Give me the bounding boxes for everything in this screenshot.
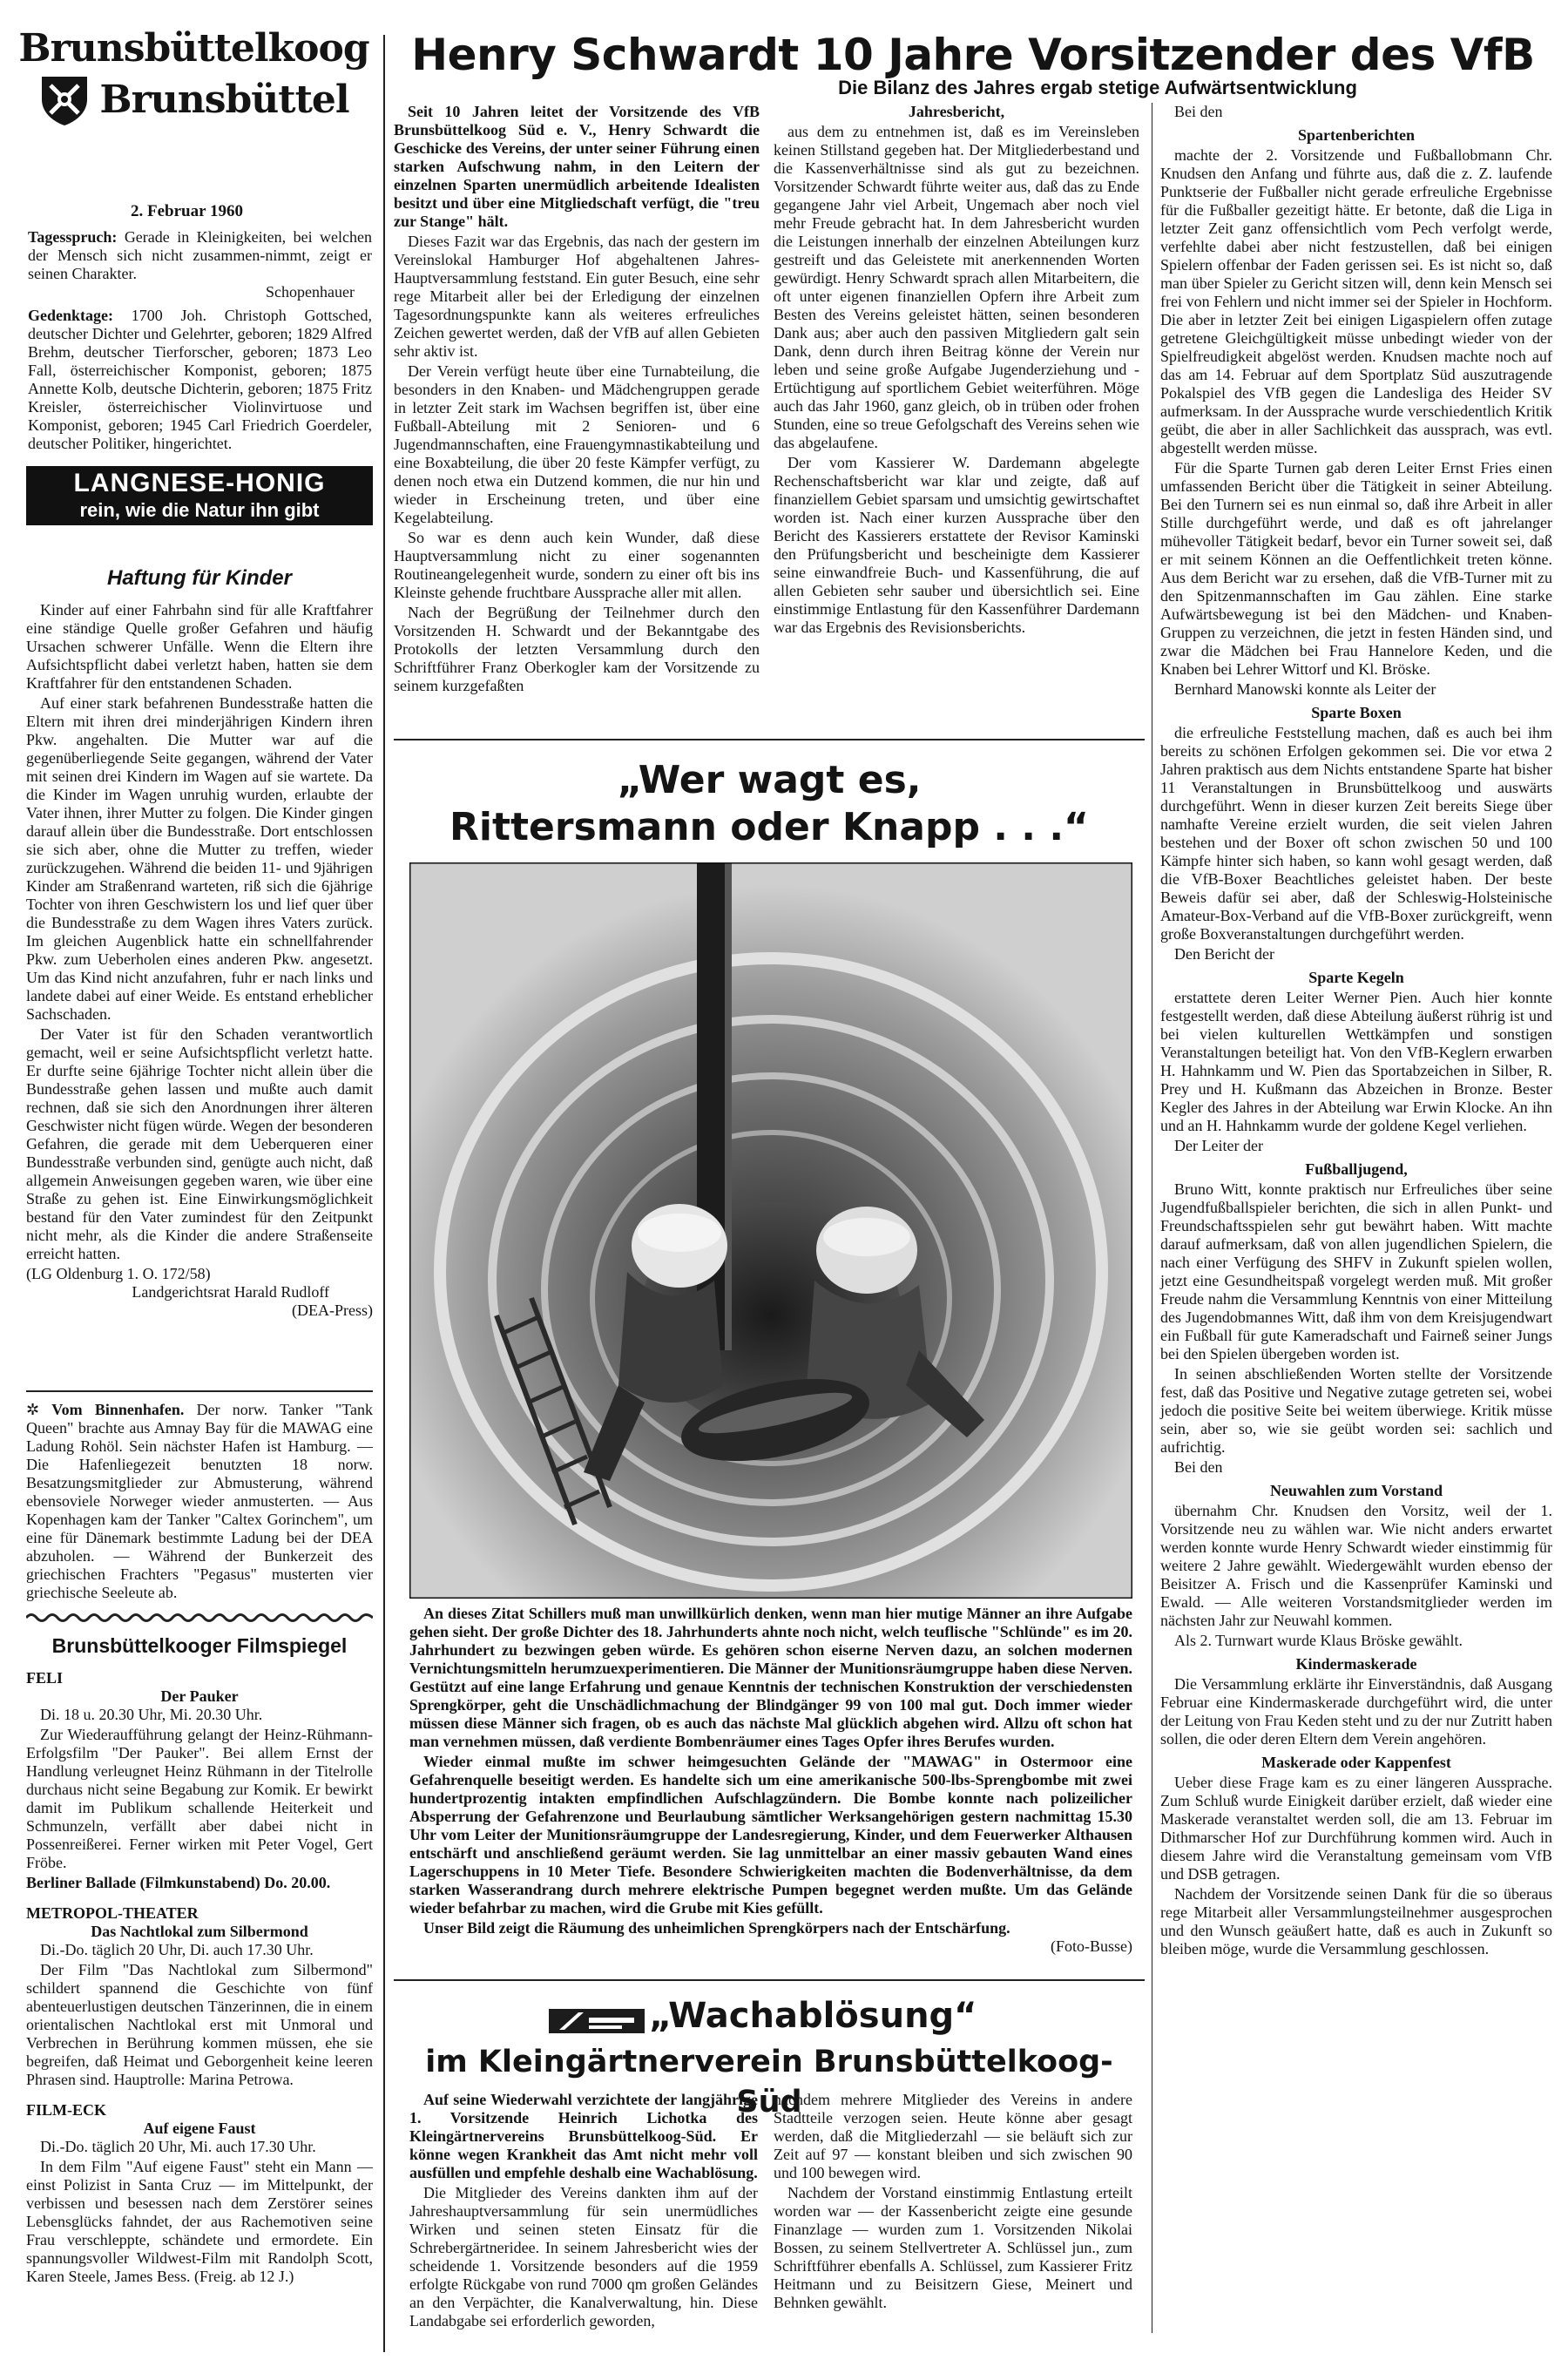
masthead-line2: Brunsbüttel — [99, 78, 349, 122]
wach-headline-l2: im Kleingärtnerverein Brunsbüttelkoog-Süd — [425, 2045, 1113, 2120]
photo-caption — [409, 1605, 1132, 1956]
main-headline: Henry Schwardt 10 Jahre Vorsitzender des VfB — [411, 30, 1535, 80]
kindermaskerade-head: Kindermaskerade — [1295, 1655, 1417, 1673]
sparte-boxen-head: Sparte Boxen — [1311, 704, 1402, 721]
gedenktage-text: 1700 Joh. Christoph Gottsched, deutscher Dichter und Gelehrter, geboren; 1829 Alfred Brehm, deutscher Tierforscher, geboren; 1873 Leo Fall, österreichischer Komponist, geboren; 1875 Annette Kolb, deutsche Dichterin, geboren; 1875 Fritz Kreisler, österreichischer Violinvirtuose und Komponist, geboren; 1945 Carl Friedrich Goerdeler, deutscher Politiker, hingerichtet. — [28, 307, 372, 452]
masthead — [17, 26, 370, 192]
neuwahlen-head: Neuwahlen zum Vorstand — [1269, 1482, 1443, 1499]
wach-col1-lead: Auf seine Wiederwahl verzichtete der langjährige 1. Vorsitzende Heinrich Lichotka des Kleingärtnervereins Brunsbüttelkoog-Süd. Er könne wegen Krankheit das Amt nicht mehr voll ausfüllen und empfehle deshalb eine Wachablösung. — [409, 2091, 758, 2181]
col3-p11: übernahm Chr. Knudsen den Vorsitz, weil der 1. Vorsitzende neu zu wählen war. Wie nicht anders erwartet werden konnte wurde Henry Schwardt wieder einstimmig für weitere 2 Jahre gewählt. Wiedergewählt wurden ebenso der Beisitzer A. Frisch und die Kassenprüfer Kaminski und Ewald. — Alle weiteren Vorstandsmitglieder werden im nächsten Jahr zur Neuwahl kommen. — [1160, 1502, 1552, 1629]
fussballjugend-head: Fußballjugend, — [1305, 1160, 1408, 1178]
col3-p7: Der Leiter der — [1174, 1137, 1263, 1154]
col3-p6: erstattete deren Leiter Werner Pien. Auch hier konnte festgestellt werden, daß diese Abteilung äußerst rührig ist und bei vielen kulturellen Wettkämpfen und sonstigen Veranstaltungen beteiligt hat. Von den VfB-Keglern erwarben H. Hahnkamm und W. Pien das Sportabzeichen in Silber, R. Prey und H. Kußmann das Abzeichen in Bronze. Bester Kegler des Jahres in der Abteilung war Erwin Klocke. An ihn und an H. Hahnkamm wurde der goldene Kegel verliehen. — [1160, 989, 1552, 1134]
wach-headline-l1: „Wachablösung“ — [649, 1996, 977, 2036]
ad-line2: rein, wie die Natur ihn gibt — [79, 499, 320, 521]
col3-p14: Ueber diese Frage kam es zu einer längeren Aussprache. Zum Schluß wurde Einigkeit darüber erzielt, daß wieder eine Maskerade veranstaltet werden soll, die am 13. Februar im Dithmarscher Hof zur Durchführung kommen wird. Auch in diesem Jahre wird die Veranstaltung gemeinsam vom VfB und DSB getragen. — [1160, 1774, 1552, 1883]
filmeck-times: Di.-Do. täglich 20 Uhr, Mi. auch 17.30 Uhr. — [40, 2138, 316, 2155]
metropol-times: Di.-Do. täglich 20 Uhr, Di. auch 17.30 Uhr. — [40, 1941, 314, 1958]
col3-p2: Für die Sparte Turnen gab deren Leiter Ernst Fries einen umfassenden Bericht über die Tätigkeit in seiner Abteilung. Bei den Turnern sei es nun einmal so, daß ihre Arbeit in aller Stille durchgeführt werde, und daß es oft jahrelanger mühevoller Tätigkeit bedarf, bevor ein Turner soweit sei, daß er mit seinem Können an die Oeffentlichkeit treten könne. Aus dem Bericht war zu ersehen, daß die VfB-Turner mit zu den Spitzenmannschaften im Gau zählen. Eine starke Aufwärtsbewegung ist bei den Mädchen- und Knaben-Gruppen zu verzeichnen, die jetzt in festen Händen sind, und zwar die Mädchen bei Frau Hannelore Keden, und die Knaben bei Lehrer Wittorf und Kl. Bröske. — [1160, 459, 1552, 678]
sparte-kegeln-head: Sparte Kegeln — [1308, 969, 1404, 986]
fountain-pen-icon — [549, 2004, 645, 2039]
jahresbericht-head: Jahresbericht, — [908, 103, 1005, 120]
wach-col1 — [409, 2091, 758, 2332]
metropol-text: Der Film "Das Nachtlokal zum Silbermond" schildert spannend die Geschichte von fünf abenteuerlustigen deutschen Tänzerinnen, die in einem orientalischen Nachtlokal erst mit Unmoral und Verbrechen in Berührung kommen müssen, ehe sie begreifen, daß Heimat und Geborgenheit keine leeren Phrasen sind. Hauptrolle: Marina Petrowa. — [26, 1961, 373, 2088]
haftung-p1: Kinder auf einer Fahrbahn sind für alle Kraftfahrer eine ständige Quelle großer Gefahren und häufig Ursachen schwerer Unfälle. Wenn die Eltern ihre Aufsichtspflicht dabei verletzt haben, hatten sie dem Kraftfahrer für den entstandenen Schaden. — [26, 601, 373, 692]
left-column — [28, 228, 372, 453]
col3-p1: machte der 2. Vorsitzende und Fußballobmann Chr. Knudsen den Anfang und führte aus, daß die z. Z. laufende Punktserie der Fußballer nicht gerade erfreuliche Ergebnisse für die Fußballer gezeitigt hätte. Er betonte, daß die Liga in letzter Zeit ganz offensichtlich vom Pech verfolgt werde, verfehlte dabei aber nicht festzustellen, daß bei einigen Spielern offenbar der Faden gerissen sei. Es ist nicht so, daß man über Spieler zu Gericht sitzen will, denn kein Mensch sei frei von Fehlern und nicht immer sei der Spieler in Hochform. Die aber in letzter Zeit bei einigen Ligaspielern offen zutage getretene Gleichgültigkeit müsse unbedingt wieder von der Spielfreudigkeit abgelöst werden. Knudsen machte noch auf das am 14. Februar auf dem Sportplatz Süd auszutragende Pokalspiel des VfB gegen die Landesliga des Heider SV aufmerksam. In der Aussprache wurde verschiedentlich Kritik geübt, die aber in aller Sachlichkeit das aussprach, was evtl. abgestellt werden müsse. — [1160, 146, 1552, 456]
binnenhafen — [26, 1401, 373, 1604]
gedenktage-label: Gedenktage: — [28, 307, 113, 324]
haftung-p2: Auf einer stark befahrenen Bundesstraße hatten die Eltern mit ihren drei minderjährigen Kindern ihren Pkw. angehalten. Die Mutter war auf die gegenüberliegende Seite gegangen, während der Vater mit seinen drei Kindern im Wagen auf sie wartete. Da die Kinder im Wagen unruhig wurden, erlaubte der Vater ihnen, ihrer Mutter zu folgen. Die Kinder gingen darauf allein über die Bundesstraße. Dort entschlossen sie sich aber, ohne die Mutter zu treffen, wieder zurückzugehen. Während die beiden 11- und 9jährigen Kinder am Straßenrand warteten, riß sich die 6jährige Tochter von ihren Geschwistern los und lief quer über die Bundesstraße zu dem Wagen ihres Vaters zurück. Im gleichen Augenblick hatte ein schnellfahrender Pkw. zum Ueberholen eines anderen Pkw. angesetzt. Um das Kind nicht anzufahren, fuhr er nach links und landete dabei auf einer Weide. Es entstand erheblicher Sachschaden. — [26, 694, 373, 1023]
col3-p12: Als 2. Turnwart wurde Klaus Bröske gewählt. — [1174, 1632, 1463, 1649]
haftung-author: Landgerichtsrat Harald Rudloff — [132, 1283, 329, 1301]
filmeck-name: FILM-ECK — [26, 2101, 106, 2119]
tagesspruch-text: Gerade in Kleinigkeiten, bei welchen der Mensch sich nicht zusammen-nimmt, zeigt er seinen Charakter. — [28, 228, 372, 282]
feli-extra: Berliner Ballade (Filmkunstabend) Do. 20.00. — [26, 1874, 331, 1891]
feli-text: Zur Wiederaufführung gelangt der Heinz-Rühmann-Erfolgsfilm "Der Pauker". Bei allem Ernst der Handlung verleugnet Heinz Rühmann in der Titelrolle durchaus nicht seine Begabung zur Komik. Er bewirkt damit im Publikum schallende Heiterkeit und Schmunzeln, verfällt aber dabei nicht in Possenreißerei. Ferner wirken mit Peter Vogel, Gert Fröbe. — [26, 1726, 373, 1871]
masthead-date: 2. Februar 1960 — [131, 202, 243, 220]
haftung-source: (DEA-Press) — [292, 1302, 373, 1319]
main-col2-p2: Der vom Kassierer W. Dardemann abgelegte Rechenschaftsbericht war klar und zeigte, daß auf finanziellem Gebiet sparsam und umsichtig gewirtschaftet worden ist. Nach einer kurzen Aussprache über den Bericht des Kassierers erstattete der Revisor Kaminski den Prüfungsbericht und bescheinigte dem Kassierer seine einwandfreie Buch- und Kassenführung, die auf allen Gebieten sehr sauber und übersichtlich sei. Eine einstimmige Entlastung für den Kassenführer Dardemann war das Ergebnis des Revisionsberichts. — [774, 454, 1139, 636]
col3-p13: Die Versammlung erklärte ihr Einverständnis, daß Ausgang Februar eine Kindermaskerade durchgeführt wird, die unter der Leitung von Frau Keden steht und zu der nur Zutritt haben sollen, die oder deren Eltern dem Verein angehören. — [1160, 1675, 1552, 1748]
main-col1-p2: Der Verein verfügt heute über eine Turnabteilung, die besonders in den Knaben- und Mädchengruppen gerade in letzter Zeit stark im Wachsen begriffen ist, über eine Fußball-Abteilung mit 2 Senioren- und 6 Jugendmannschaften, eine Frauengymnastikabteilung und eine Boxabteilung, die über 20 feste Kämpfer verfügt, zu denen noch etwa ein Dutzend kommen, die nur hin und wieder in Erscheinung treten, und über eine Kegelabteilung. — [394, 362, 760, 526]
haftung-ref: (LG Oldenburg 1. O. 172/58) — [26, 1265, 211, 1282]
col3-p5: Den Bericht der — [1174, 945, 1274, 963]
feli-times: Di. 18 u. 20.30 Uhr, Mi. 20.30 Uhr. — [40, 1706, 263, 1723]
metropol-name: METROPOL-THEATER — [26, 1904, 199, 1922]
col3-intro: Bei den — [1174, 103, 1223, 120]
photo-caption-p1: An dieses Zitat Schillers muß man unwillkürlich denken, wenn man hier mutige Männer an ihre Aufgabe gehen sieht. Der große Dichter des 18. Jahrhunderts ahnte noch nicht, welch teuflische "Schlünde" es im 20. Jahrhundert zu bezwingen geben würde. Es gehören schon eiserne Nerven dazu, an solchen modernen Vernichtungsmitteln herumzuexperimentieren. Die Männer der Munitionsräumgruppe haben diese Nerven. Gestützt auf eine lange Erfahrung und genaue Kenntnis der technischen Konstruktion der verschiedensten Sprengkörper, geht die Unschädlichmachung der Blindgänger 99 von 100 mal gut. Doch immer wieder müssen diese Männer sich fragen, ob es auch das nächste Mal glücklich abgehen wird. Allzu oft schon hat man vernehmen müssen, daß verdiente Bombenräumer eines Tages Opfer ihres Berufes wurden. — [409, 1605, 1132, 1750]
main-col1-p4: Nach der Begrüßung der Teilnehmer durch den Vorsitzenden H. Schwardt und der Bekanntgabe des Protokolls der letzten Versammlung durch den Schriftführer Franz Oberkogler kam der Vorsitzende zu seinem kurzgefaßten — [394, 604, 760, 694]
wachablosung-top-rule — [394, 1979, 1145, 1981]
tagesspruch — [28, 228, 372, 283]
main-col2 — [774, 103, 1139, 639]
left-column-rule — [383, 35, 385, 2352]
tagesspruch-label: Tagesspruch: — [28, 228, 118, 246]
tagesspruch-author: Schopenhauer — [266, 283, 355, 301]
col3-p15: Nachdem der Vorsitzende seinen Dank für die so überaus rege Mitarbeit aller Versammlungsteilnehmer ausgesprochen und den Wunsch geäußert hatte, daß es auch in Zukunft so bleiben möge, wurde die Versammlung geschlossen. — [1160, 1885, 1552, 1957]
filmeck-film: Auf eigene Faust — [143, 2120, 256, 2137]
col3-p3: Bernhard Manowski konnte als Leiter der — [1174, 680, 1436, 698]
decorative-divider — [26, 1612, 373, 1624]
photo-caption-p2: Wieder einmal mußte im schwer heimgesuchten Gelände der "MAWAG" in Ostermoor eine Gefahrenquelle beseitigt werden. Es handelte sich um eine amerikanische 500-lbs-Sprengbombe mit zwei hundertprozentig intakten empfindlichen Aufschlagzündern. Die Bombe konnte nach polizeilicher Absperrung der Gefahrenzone und Beurlaubung sämtlicher Werksangehörigen gestern nachmittag 15.30 Uhr vom Leiter der Munitionsräumgruppe der Landesregierung, Kinder, und dem Feuerwerker Althausen entschärft und anschließend geräumt werden. Sie lag unmittelbar an einer massiv gebauten Wand eines Lagerschuppens in 10 Meter Tiefe. Besondere Schwierigkeiten machten die Bodenverhältnisse, da dem starken Wasserandrang durch mehrere elektrische Pumpen begegnet werden mußte. Um das Gelände wieder befahrbar zu machen, wird die Grube mit Kies gefüllt. — [409, 1753, 1132, 1917]
filmspiegel-title: Brunsbüttelkooger Filmspiegel — [51, 1634, 348, 1657]
col3-p4: die erfreuliche Feststellung machen, daß es auch bei ihm bereits zu schönen Erfolgen gekommen sei. Die vor etwa 2 Jahren praktisch aus dem Nichts entstandene Sparte hat bisher 11 Veranstaltungen in Brunsbüttelkoog und auswärts durchgeführt. Wenn in dieser kurzen Zeit bereits Siege über namhafte Vereine erzielt wurden, die seit vielen Jahren bestehen und der Boxer oft schon zwischen 50 und 100 Kämpfe hinter sich haben, so kann wohl gesagt werden, daß die VfB-Boxer Beachtliches geleistet haben. Der beste Beweis dafür sei aber, daß der Schleswig-Holsteinische Amateur-Box-Verband auf die VfB-Boxer zurückgreift, wenn große Boxveranstaltungen durchgeführt werden. — [1160, 724, 1552, 943]
haftung-title: Haftung für Kinder — [107, 566, 292, 590]
main-subheadline: Die Bilanz des Jahres ergab stetige Aufwärtsentwicklung — [838, 77, 1357, 98]
main-col1 — [394, 103, 760, 697]
haftung-article — [26, 601, 373, 1320]
feli-film: Der Pauker — [160, 1687, 239, 1705]
masthead-line1: Brunsbüttelkoog — [18, 26, 369, 71]
photo-story-top-rule — [394, 739, 1145, 740]
maskerade-head: Maskerade oder Kappenfest — [1261, 1754, 1451, 1771]
main-col1-lead: Seit 10 Jahren leitet der Vorsitzende des VfB Brunsbüttelkoog Süd e. V., Henry Schwardt die Geschicke des Vereins, der unter seiner Führung einen starken Aufschwung nahm, in den Leitern der einzelnen Sparten unermüdlich arbeitende Idealisten besitzt und über eine Mitgliedschaft verfügt, die "treu zur Stange" hält. — [394, 103, 760, 230]
filmspiegel — [26, 1669, 373, 2288]
filmeck-text: In dem Film "Auf eigene Faust" steht ein Mann — einst Polizist in Santa Cruz — im Mittelpunkt, der verbissen und besessen nach dem Zerstörer seines Lebensglücks fahndet, der aus Rachemotiven seine Frau verschleppte, schändete und ermordete. Ein spannungsvoller Wildwest-Film mit Randolph Scott, Karen Steele, James Bess. (Freig. ab 12 J.) — [26, 2158, 373, 2285]
spartenberichte-head: Spartenberichten — [1298, 126, 1415, 144]
langnese-ad — [26, 466, 373, 525]
main-col1-p3: So war es denn auch kein Wunder, daß diese Hauptversammlung nicht zu einer sogenannten Routineangelegenheit wurde, sondern zu einer oft bis ins Kleinste gehende fruchtbare Aussprache aller mit allen. — [394, 529, 760, 601]
bomb-pit-photo — [409, 862, 1132, 1599]
star-icon: ✲ — [26, 1401, 52, 1418]
main-col2-p1: aus dem zu entnehmen ist, daß es im Vereinsleben keinen Stillstand gegeben hat. Der Mitgliederbestand und die Kassenverhältnisse sind als gut zu bezeichnen. Vorsitzender Schwardt führte weiter aus, daß das zu Ende gegangene Jahr viel Arbeit, Ungemach aber noch viel mehr Freude gebracht hat. In dem Jahresbericht wurden die Leistungen innerhalb der einzelnen Abteilungen kurz gestreift und das Geleistete mit anerkennenden Worten gewürdigt. Henry Schwardt sprach allen Mitarbeitern, die oft unter eigenen finanziellen Opfern ihre Arbeit zum Besten des Vereins geleistet hätten, seinen besonderen Dank aus; aber auch den passiven Mitgliedern galt sein Dank, denn durch ihren Beitrag könne der Verein nur leben und seine große Aufgabe Jugenderziehung und -Ertüchtigung auf sportlichem Gebiet weiterführen. Möge auch das Jahr 1960, ganz gleich, ob in trüben oder frohen Stunden, eine so treue Gefolgschaft des Vereins sehen wie das abgelaufene. — [774, 123, 1139, 451]
photo-caption-p3: Unser Bild zeigt die Räumung des unheimlichen Sprengkörpers nach der Entschärfung. — [423, 1919, 1010, 1937]
col3-p8: Bruno Witt, konnte praktisch nur Erfreuliches über seine Jugendfußballspieler berichten, die sich in allen Punkt- und Freundschaftsspielen sehr gut bewährt haben. Witt machte darauf aufmerksam, daß von allen jugendlichen Spielern, die nach einer Verfügung des SHFV in Zukunft spielen wollen, jetzt eine Gesundheitspaß vorgelegt werden muß. Mit großer Freude nahm die Versammlung Kenntnis von einer Mitteilung des Jugendobmannes Witt, daß ihm von dem Kreisjugendwart ein Fußball für gute Kameradschaft und Fairneß seiner Jungs bei den Spielen übergeben worden ist. — [1160, 1180, 1552, 1362]
haftung-p3: Der Vater ist für den Schaden verantwortlich gemacht, weil er seine Aufsichtspflicht verletzt hatte. Er durfte seine 6jährige Tochter nicht allein über die Bundesstraße gehen lassen und mußte auch damit rechnen, daß sie sich den Anordnungen ihrer älteren Geschwister nicht fügen würde. Wegen der besonderen Gefahren, die gerade mit dem Ueberqueren einer Bundesstraße verbunden sind, genügte auch nicht, daß allgemein Anweisungen gegeben waren, wie über eine Straße zu gehen ist. Eine Einwirkungsmöglichkeit bestand für den Vater zumindest für den Zeitpunkt nicht mehr, als die Kinder die andere Straßenseite erreicht hatten. — [26, 1025, 373, 1262]
col3-p9: In seinen abschließenden Worten stellte der Vorsitzende fest, daß das Positive und Negative zutage getreten sei, wobei jedoch die positive Seite bei weitem überwiege. Kritik müsse sein, aber so, wie sie geübt worden sei: sachlich und aufrichtig. — [1160, 1365, 1552, 1456]
gedenktage — [28, 307, 372, 453]
wach-col2-p2: Nachdem der Vorstand einstimmig Entlastung erteilt worden war — der Kassenbericht zeigte eine gesunde Finanzlage — wurden zum 1. Vorsitzenden Nikolai Bossen, zu seinem Stellvertreter A. Schlüssel jun., zum Schriftführer ebenfalls A. Schlüssel, zum Kassierer Fritz Heitmann und zu Beisitzern Giese, Meinert und Behnken gewählt. — [774, 2184, 1132, 2311]
metropol-film: Das Nachtlokal zum Silbermond — [91, 1923, 308, 1940]
coat-of-arms-icon — [38, 73, 91, 127]
photo-credit: (Foto-Busse) — [1051, 1937, 1132, 1955]
photo-headline-l2: Rittersmann oder Knapp . . .“ — [449, 805, 1089, 849]
photo-headline-l1: „Wer wagt es, — [617, 758, 922, 802]
wach-col1-p1: Die Mitglieder des Vereins dankten ihm auf der Jahreshauptversammlung für sein unermüdliches Wirken und seinen steten Einsatz für die Schrebergärtneridee. In seinem Jahresbericht wies der scheidende 1. Vorsitzende besonders auf die 1959 erfolgte Rückgabe von rund 7000 qm großen Geländes an den Verpächter, die Kanalverwaltung, hin. Diese Landabgabe sei erforderlich geworden, — [409, 2184, 758, 2329]
binnenhafen-label: Vom Binnenhafen. — [51, 1401, 185, 1418]
col3-p10: Bei den — [1174, 1458, 1223, 1476]
feli-name: FELI — [26, 1669, 64, 1687]
binnenhafen-text: Der norw. Tanker "Tank Queen" brachte aus Amnay Bay für die MAWAG eine Ladung Rohöl. Sein nächster Hafen ist Hamburg. — Die Hafenliegezeit benutzten 18 norw. Besatzungsmitglieder zur Abmusterung, während ebensoviele Norweger wieder anmusterten. — Aus Kopenhagen kam der Tanker "Caltex Gorinchem", um eine für Dänemark bestimmte Ladung bei der DEA abzuholen. — Während der Bunkerzeit des griechischen Frachters "Pegasus" musterten vier griechische Seeleute ab. — [26, 1401, 374, 1601]
main-col3 — [1160, 103, 1552, 1960]
wach-col2-p1: nachdem mehrere Mitglieder des Vereins in andere Stadtteile verzogen seien. Heute könne aber gesagt werden, daß die Mitgliederzahl — sie beläuft sich zur Zeit auf 97 — konstant bleiben und sich zwischen 90 und 100 bewegen wird. — [774, 2091, 1132, 2181]
main-col1-p1: Dieses Fazit war das Ergebnis, das nach der gestern im Vereinslokal Hamburger Hof abgehaltenen Jahres-Hauptversammlung feststand. Ein guter Besuch, eine sehr rege Mitarbeit aller bei der Erledigung der einzelnen Tagesordnungspunkte kann als weiteres erfreuliches Zeichen gewertet werden, daß der VfB auf allen Gebieten sehr aktiv ist. — [394, 233, 760, 360]
left-divider-1 — [26, 1390, 373, 1392]
wach-col2 — [774, 2091, 1132, 2314]
ad-line1: LANGNESE-HONIG — [73, 469, 326, 497]
